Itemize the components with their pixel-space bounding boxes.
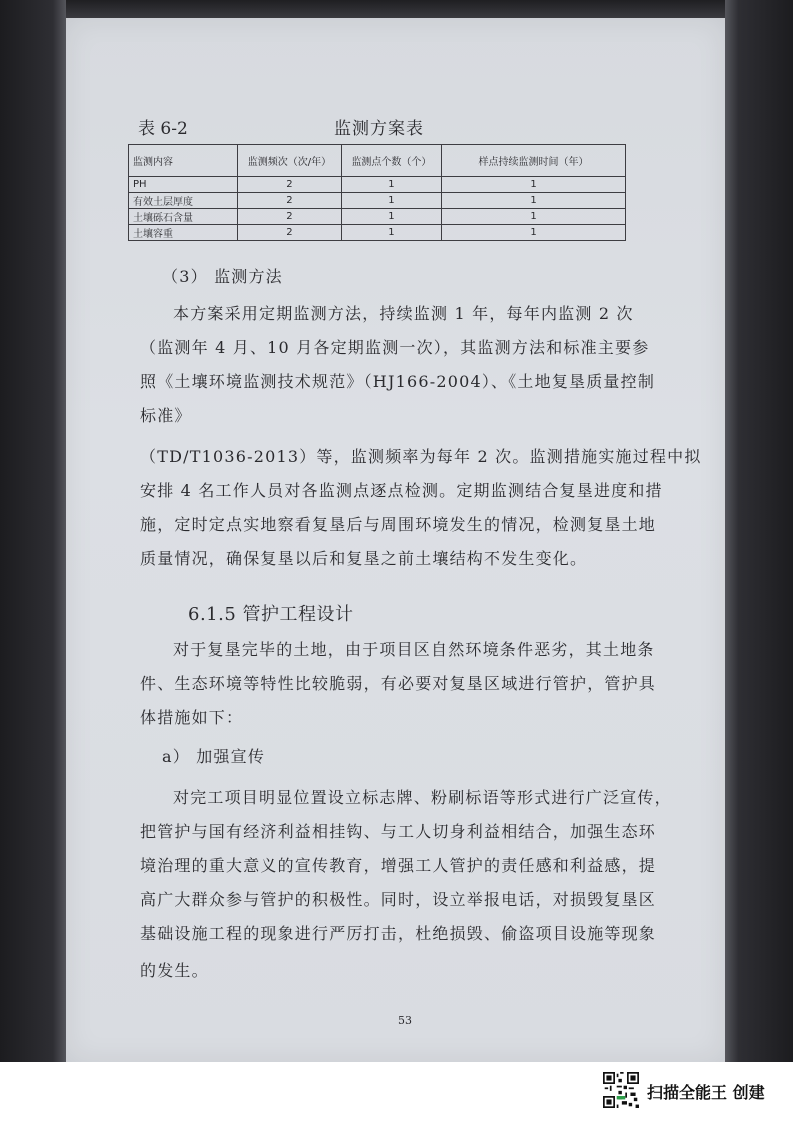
section-heading: 6.1.5 管护工程设计 [188, 604, 354, 625]
table-cell: 土壤砾石含量 [129, 209, 238, 225]
table-cell: 土壤容重 [129, 225, 238, 241]
table-cell: 1 [341, 209, 441, 225]
paragraph-line: 的发生。 [140, 961, 209, 980]
table-row [129, 209, 626, 225]
paragraph-line: 境治理的重大意义的宣传教育，增强工人管护的责任感和利益感，提 [140, 856, 657, 875]
paragraph-line: 施，定时定点实地察看复垦后与周围环境发生的情况，检测复垦土地 [140, 515, 657, 534]
table-cell: 1 [442, 193, 626, 209]
paragraph-line: 照《土壤环境监测技术规范》（HJ166-2004）、《土地复垦质量控制 [140, 372, 656, 391]
table-cell: 2 [238, 193, 342, 209]
table-caption [138, 114, 638, 138]
table-cell: 1 [442, 209, 626, 225]
scan-border-right [725, 0, 793, 1062]
paragraph-line: 对完工项目明显位置设立标志牌、粉刷标语等形式进行广泛宣传， [173, 788, 672, 807]
table-row [129, 177, 626, 193]
header-cell: 监测内容 [129, 145, 238, 177]
table-row [129, 193, 626, 209]
header-cell: 监测频次（次/年） [238, 145, 342, 177]
table-cell: 1 [341, 225, 441, 241]
table-cell: 2 [238, 209, 342, 225]
paragraph-line: （TD/T1036-2013）等，监测频率为每年 2 次。监测措施实施过程中拟 [140, 447, 702, 466]
table-cell: 1 [341, 177, 441, 193]
paragraph-line: 安排 4 名工作人员对各监测点逐点检测。定期监测结合复垦进度和措 [140, 481, 663, 500]
paragraph-line: （监测年 4 月、10 月各定期监测一次），其监测方法和标准主要参 [140, 338, 650, 357]
document-page [66, 18, 725, 1062]
paragraph-line: 体措施如下： [140, 708, 244, 727]
scan-border-top [0, 0, 793, 18]
table-cell: 有效土层厚度 [129, 193, 238, 209]
table-cell: 1 [442, 177, 626, 193]
table-row [129, 225, 626, 241]
table-cell: PH [129, 177, 238, 193]
method-heading: （3） 监测方法 [162, 267, 283, 286]
paragraph-line: 件、生态环境等特性比较脆弱，有必要对复垦区域进行管护，管护具 [140, 674, 657, 693]
paragraph-line: 对于复垦完毕的土地，由于项目区自然环境条件恶劣，其土地条 [173, 640, 655, 659]
table-title: 监测方案表 [334, 119, 424, 139]
table-cell: 1 [341, 193, 441, 209]
paragraph-line: 高广大群众参与管护的积极性。同时，设立举报电话，对损毁复垦区 [140, 890, 657, 909]
table-cell: 1 [442, 225, 626, 241]
scanner-watermark [603, 1072, 778, 1110]
paragraph-line: 基础设施工程的现象进行严厉打击，杜绝损毁、偷盗项目设施等现象 [140, 924, 657, 943]
table-cell: 2 [238, 225, 342, 241]
paragraph-line: 质量情况，确保复垦以后和复垦之前土壤结构不发生变化。 [140, 549, 588, 568]
sub-heading: a） 加强宣传 [162, 747, 266, 766]
table-label: 表 6-2 [138, 119, 188, 139]
paragraph-line: 标准》 [140, 406, 192, 425]
table-cell: 2 [238, 177, 342, 193]
monitoring-plan-table [128, 144, 626, 241]
header-cell: 监测点个数（个） [341, 145, 441, 177]
table-header-row [129, 145, 626, 177]
paragraph-line: 把管护与国有经济利益相挂钩、与工人切身利益相结合，加强生态环 [140, 822, 657, 841]
qr-code-icon [603, 1072, 639, 1108]
header-cell: 样点持续监测时间（年） [442, 145, 626, 177]
watermark-text: 扫描全能王 创建 [647, 1083, 765, 1102]
paragraph-line: 本方案采用定期监测方法，持续监测 1 年，每年内监测 2 次 [173, 304, 634, 323]
scan-border-left [0, 0, 66, 1062]
page-number: 53 [398, 1014, 412, 1027]
